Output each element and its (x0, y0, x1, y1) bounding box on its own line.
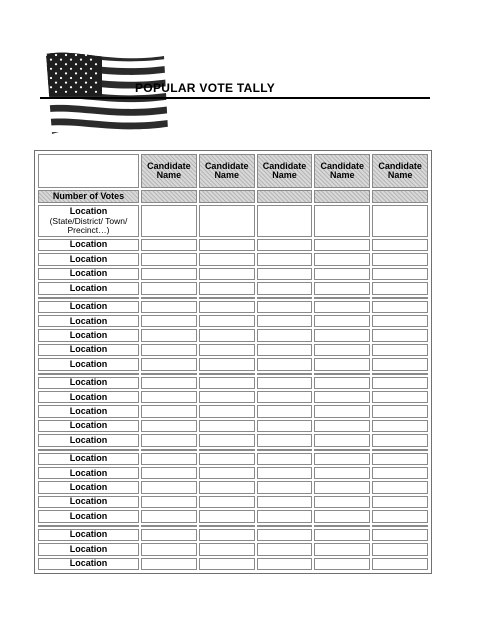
location-label (38, 205, 139, 237)
flag-star (65, 91, 67, 93)
tally-cell[interactable] (314, 315, 370, 327)
votes-header-cell (257, 190, 313, 203)
tally-cell[interactable] (372, 529, 428, 541)
tally-cell[interactable] (257, 358, 313, 370)
votes-header-cell (372, 190, 428, 203)
location-label: Location (38, 391, 139, 403)
location-row (38, 496, 428, 508)
tally-cell[interactable] (199, 329, 255, 341)
tally-cell[interactable] (372, 301, 428, 313)
tally-cell[interactable] (314, 239, 370, 251)
tally-cell[interactable] (372, 268, 428, 280)
candidate-name-header: Candidate Name (141, 154, 197, 188)
tally-cell[interactable] (372, 449, 428, 451)
location-label: Location (38, 529, 139, 541)
location-label: Location (38, 510, 139, 522)
tally-cell[interactable] (199, 558, 255, 571)
candidate-name-header: Candidate Name (372, 154, 428, 188)
location-label: Location (38, 344, 139, 356)
tally-cell[interactable] (141, 239, 197, 251)
flag-star (65, 54, 67, 56)
candidate-name-header: Candidate Name (257, 154, 313, 188)
flag-star (55, 91, 57, 93)
tally-cell[interactable] (372, 558, 428, 571)
tally-cell[interactable] (141, 315, 197, 327)
flag-star (65, 63, 67, 65)
tally-cell[interactable] (314, 525, 370, 527)
tally-cell[interactable] (199, 253, 255, 265)
location-row (38, 543, 428, 555)
tally-cell[interactable] (257, 377, 313, 389)
location-label: Location (38, 239, 139, 251)
tally-cell[interactable] (372, 496, 428, 508)
flag-star (90, 86, 92, 88)
location-row (38, 301, 428, 313)
tally-cell[interactable] (141, 525, 197, 527)
location-row (38, 434, 428, 446)
flag-star (75, 63, 77, 65)
tally-cell[interactable] (372, 329, 428, 341)
blank-row (38, 525, 428, 527)
tally-cell[interactable] (141, 467, 197, 479)
location-row (38, 510, 428, 522)
tally-cell[interactable] (199, 420, 255, 432)
flag-star (90, 59, 92, 61)
tally-cell[interactable] (199, 449, 255, 451)
candidate-name-header: Candidate Name (314, 154, 370, 188)
flag-star (55, 82, 57, 84)
tally-cell[interactable] (199, 297, 255, 299)
flag-star (70, 68, 72, 70)
flag-star (45, 63, 47, 65)
tally-cell[interactable] (141, 297, 197, 299)
tally-cell[interactable] (372, 239, 428, 251)
flag-star (85, 72, 87, 74)
tally-cell[interactable] (199, 405, 255, 417)
tally-cell[interactable] (314, 405, 370, 417)
tally-cell[interactable] (314, 391, 370, 403)
candidate-name-header: Candidate Name (199, 154, 255, 188)
tally-cell[interactable] (141, 391, 197, 403)
flag-stripe (40, 132, 168, 138)
flag-star (70, 77, 72, 79)
tally-cell[interactable] (199, 391, 255, 403)
tally-cell[interactable] (314, 453, 370, 465)
tally-cell[interactable] (314, 420, 370, 432)
tally-cell[interactable] (314, 510, 370, 522)
flag-star (70, 59, 72, 61)
tally-cell[interactable] (372, 434, 428, 446)
blank-row (38, 373, 428, 375)
location-label: Location (38, 420, 139, 432)
tally-cell[interactable] (257, 510, 313, 522)
flag-star (85, 91, 87, 93)
location-row (38, 282, 428, 294)
tally-cell[interactable] (199, 282, 255, 294)
flag-star (80, 77, 82, 79)
location-label (38, 297, 139, 299)
tally-cell[interactable] (199, 373, 255, 375)
tally-cell[interactable] (372, 253, 428, 265)
location-row (38, 420, 428, 432)
location-label: Location (38, 377, 139, 389)
location-row (38, 558, 428, 571)
tally-cell[interactable] (257, 496, 313, 508)
location-title: Location (69, 206, 108, 217)
tally-cell[interactable] (372, 282, 428, 294)
tally-cell[interactable] (257, 449, 313, 451)
flag-star (95, 72, 97, 74)
tally-cell[interactable] (372, 373, 428, 375)
tally-cell[interactable] (141, 373, 197, 375)
flag-star (95, 63, 97, 65)
page-title: POPULAR VOTE TALLY (135, 81, 276, 95)
tally-cell[interactable] (257, 329, 313, 341)
flag-star (75, 91, 77, 93)
tally-cell[interactable] (372, 358, 428, 370)
flag-star (90, 77, 92, 79)
tally-cell[interactable] (257, 301, 313, 313)
tally-cell[interactable] (141, 496, 197, 508)
tally-cell[interactable] (372, 377, 428, 389)
location-row (38, 467, 428, 479)
flag-star (60, 86, 62, 88)
tally-cell[interactable] (199, 481, 255, 493)
tally-cell[interactable] (257, 344, 313, 356)
tally-cell[interactable] (257, 453, 313, 465)
flag-star (50, 68, 52, 70)
tally-cell[interactable] (199, 510, 255, 522)
tally-cell[interactable] (141, 282, 197, 294)
tally-cell[interactable] (314, 496, 370, 508)
flag-star (85, 54, 87, 56)
candidate-header-row (38, 154, 428, 188)
location-label: Location (38, 558, 139, 571)
location-row (38, 239, 428, 251)
tally-cell[interactable] (314, 558, 370, 571)
tally-cell[interactable] (257, 391, 313, 403)
location-label: Location (38, 315, 139, 327)
location-label: Location (38, 434, 139, 446)
tally-cell[interactable] (199, 268, 255, 280)
number-of-votes-label: Number of Votes (38, 190, 139, 203)
tally-cell[interactable] (141, 453, 197, 465)
flag-star (80, 59, 82, 61)
tally-cell[interactable] (314, 467, 370, 479)
flag-star (75, 82, 77, 84)
tally-cell[interactable] (372, 391, 428, 403)
location-label: Location (38, 253, 139, 265)
flag-star (95, 82, 97, 84)
tally-cell[interactable] (257, 467, 313, 479)
flag-star (85, 82, 87, 84)
tally-cell[interactable] (372, 344, 428, 356)
tally-cell[interactable] (257, 239, 313, 251)
tally-cell[interactable] (314, 358, 370, 370)
tally-cell[interactable] (141, 558, 197, 571)
tally-cell[interactable] (199, 529, 255, 541)
tally-cell[interactable] (372, 420, 428, 432)
location-label: Location (38, 282, 139, 294)
location-row (38, 358, 428, 370)
tally-cell[interactable] (141, 344, 197, 356)
tally-cell[interactable] (199, 525, 255, 527)
tally-cell[interactable] (314, 377, 370, 389)
flag-star (90, 68, 92, 70)
tally-cell[interactable] (314, 481, 370, 493)
location-label: Location (38, 405, 139, 417)
tally-cell[interactable] (199, 496, 255, 508)
flag-star (60, 68, 62, 70)
tally-cell[interactable] (141, 205, 197, 237)
location-row (38, 268, 428, 280)
tally-cell[interactable] (314, 329, 370, 341)
flag-star (85, 63, 87, 65)
location-detail: (State/District/ Town/ Precinct…) (49, 215, 128, 235)
tally-cell[interactable] (314, 205, 370, 237)
vote-tally-table (34, 150, 432, 574)
location-row (38, 453, 428, 465)
tally-cell[interactable] (372, 205, 428, 237)
flag-star (45, 72, 47, 74)
tally-cell[interactable] (257, 282, 313, 294)
tally-cell[interactable] (199, 315, 255, 327)
tally-cell[interactable] (257, 481, 313, 493)
tally-cell[interactable] (141, 481, 197, 493)
tally-cell[interactable] (141, 543, 197, 555)
title-underline (40, 97, 430, 99)
tally-cell[interactable] (257, 315, 313, 327)
location-row (38, 205, 428, 237)
flag-star (60, 77, 62, 79)
tally-cell[interactable] (141, 405, 197, 417)
location-row (38, 391, 428, 403)
tally-cell[interactable] (141, 510, 197, 522)
flag-star (60, 59, 62, 61)
tally-cell[interactable] (314, 449, 370, 451)
corner-cell (38, 154, 139, 188)
tally-cell[interactable] (141, 449, 197, 451)
flag-star (50, 59, 52, 61)
tally-cell[interactable] (141, 420, 197, 432)
tally-cell[interactable] (199, 434, 255, 446)
tally-cell[interactable] (141, 434, 197, 446)
tally-cell[interactable] (314, 268, 370, 280)
tally-cell[interactable] (257, 205, 313, 237)
tally-cell[interactable] (372, 315, 428, 327)
location-row (38, 377, 428, 389)
flag-star (55, 72, 57, 74)
blank-row (38, 449, 428, 451)
tally-cell[interactable] (372, 510, 428, 522)
tally-cell[interactable] (199, 344, 255, 356)
flag-star (75, 72, 77, 74)
location-label: Location (38, 301, 139, 313)
tally-cell[interactable] (314, 543, 370, 555)
flag-star (80, 86, 82, 88)
flag-star (45, 54, 47, 56)
flag-star (45, 82, 47, 84)
location-row (38, 253, 428, 265)
tally-cell[interactable] (257, 558, 313, 571)
tally-cell[interactable] (257, 525, 313, 527)
tally-cell[interactable] (372, 453, 428, 465)
tally-cell[interactable] (257, 529, 313, 541)
location-label: Location (38, 268, 139, 280)
tally-cell[interactable] (257, 373, 313, 375)
location-row (38, 329, 428, 341)
tally-cell[interactable] (199, 301, 255, 313)
tally-cell[interactable] (314, 301, 370, 313)
tally-cell[interactable] (199, 453, 255, 465)
tally-cell[interactable] (257, 253, 313, 265)
tally-cell[interactable] (372, 405, 428, 417)
tally-cell[interactable] (141, 529, 197, 541)
votes-header-cell (314, 190, 370, 203)
blank-row (38, 297, 428, 299)
flag-star (65, 82, 67, 84)
tally-cell[interactable] (141, 268, 197, 280)
tally-cell[interactable] (199, 467, 255, 479)
votes-header-cell (141, 190, 197, 203)
tally-cell[interactable] (372, 481, 428, 493)
location-label: Location (38, 358, 139, 370)
location-label: Location (38, 543, 139, 555)
flag-star (95, 91, 97, 93)
location-label (38, 525, 139, 527)
flag-star (45, 91, 47, 93)
tally-cell[interactable] (372, 543, 428, 555)
flag-star (95, 54, 97, 56)
flag-star (75, 54, 77, 56)
tally-cell[interactable] (257, 434, 313, 446)
votes-row (38, 190, 428, 203)
flag-star (80, 68, 82, 70)
tally-cell[interactable] (314, 344, 370, 356)
tally-cell[interactable] (314, 253, 370, 265)
tally-cell[interactable] (314, 297, 370, 299)
location-label (38, 373, 139, 375)
location-label: Location (38, 453, 139, 465)
tally-cell[interactable] (199, 239, 255, 251)
tally-cell[interactable] (141, 301, 197, 313)
location-label: Location (38, 496, 139, 508)
location-row (38, 529, 428, 541)
tally-cell[interactable] (314, 434, 370, 446)
tally-cell[interactable] (314, 373, 370, 375)
flag-star (65, 72, 67, 74)
tally-cell[interactable] (141, 358, 197, 370)
flag-star (50, 77, 52, 79)
location-label: Location (38, 467, 139, 479)
flag-star (50, 86, 52, 88)
tally-cell[interactable] (257, 297, 313, 299)
tally-cell[interactable] (372, 467, 428, 479)
location-row (38, 405, 428, 417)
tally-cell[interactable] (314, 282, 370, 294)
tally-cell[interactable] (257, 543, 313, 555)
votes-header-cell (199, 190, 255, 203)
tally-cell[interactable] (199, 377, 255, 389)
location-row (38, 344, 428, 356)
tally-cell[interactable] (141, 377, 197, 389)
tally-cell[interactable] (372, 525, 428, 527)
tally-cell[interactable] (372, 297, 428, 299)
tally-cell[interactable] (141, 329, 197, 341)
tally-cell[interactable] (257, 405, 313, 417)
location-label (38, 449, 139, 451)
flag-star (55, 63, 57, 65)
flag-star (70, 86, 72, 88)
tally-cell[interactable] (141, 253, 197, 265)
location-row (38, 315, 428, 327)
flag-star (55, 54, 57, 56)
tally-cell[interactable] (199, 543, 255, 555)
tally-cell[interactable] (199, 205, 255, 237)
location-row (38, 481, 428, 493)
tally-cell[interactable] (257, 268, 313, 280)
tally-cell[interactable] (199, 358, 255, 370)
location-label: Location (38, 481, 139, 493)
location-label: Location (38, 329, 139, 341)
tally-cell[interactable] (314, 529, 370, 541)
tally-cell[interactable] (257, 420, 313, 432)
